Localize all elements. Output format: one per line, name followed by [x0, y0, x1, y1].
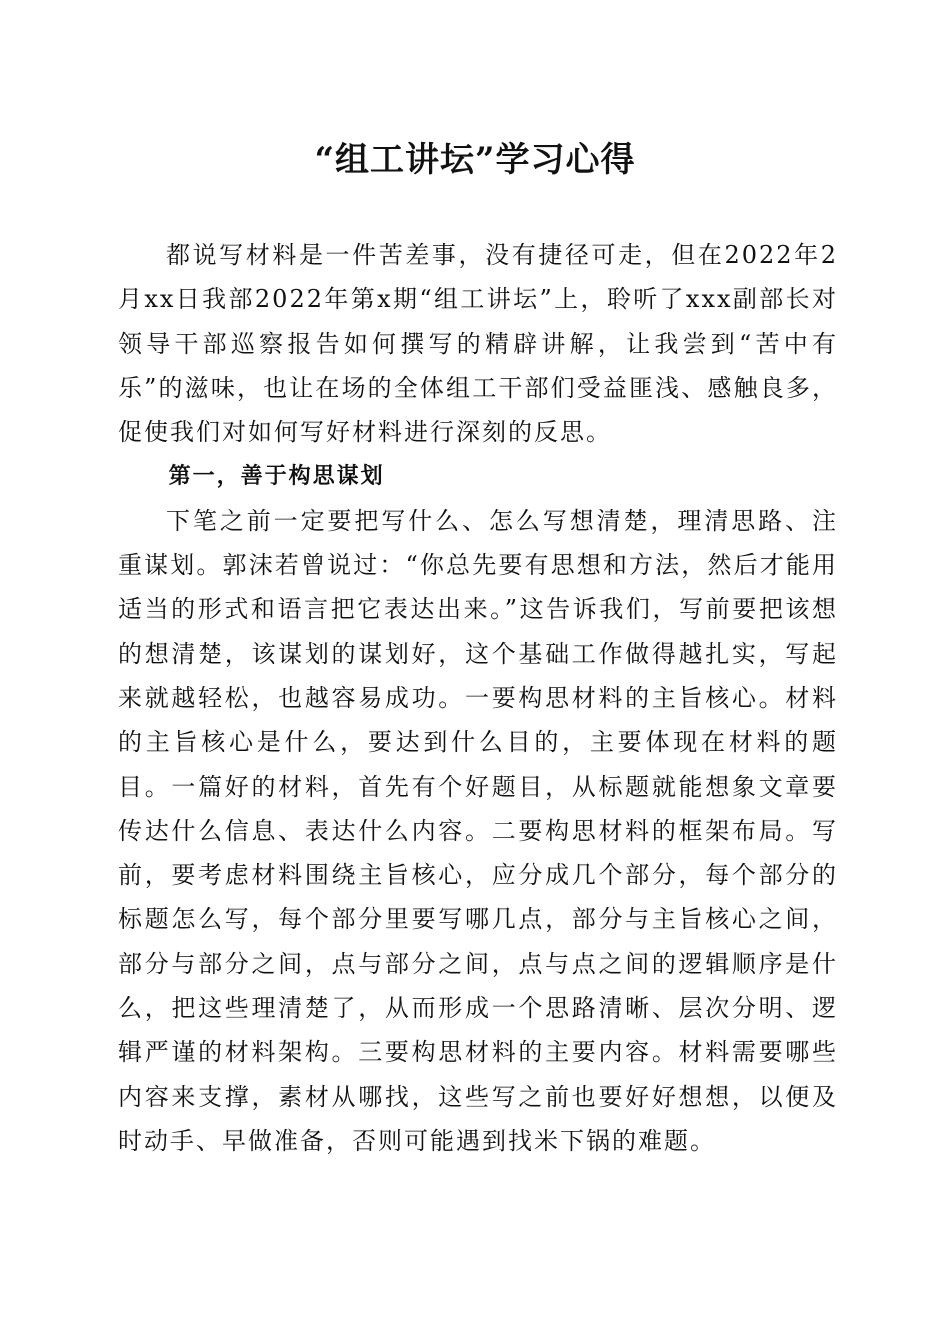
intro-paragraph: 都说写材料是一件苦差事，没有捷径可走，但在2022年2月xx日我部2022年第x期“组工讲坛”上，聆听了xxx副部长对领导干部巡察报告如何撰写的精辟讲解，让我尝到“苦中有乐”的滋味，也让在场的全体组工干部们受益匪浅、感触良多，促使我们对如何写好材料进行深刻的反思。 [118, 241, 838, 447]
section-heading: 第一，善于构思谋划 [168, 463, 385, 490]
section-paragraph: 下笔之前一定要把写什么、怎么写想清楚，理清思路、注重谋划。郭沫若曾说过：“你总先要有思想和方法，然后才能用适当的形式和语言把它表达出来。”这告诉我们，写前要把该想的想清楚，该谋划的谋划好，这个基础工作做得越扎实，写起来就越轻松，也越容易成功。一要构思材料的主旨核心。材料的主旨核心是什么，要达到什么目的，主要体现在材料的题目。一篇好的材料，首先有个好题目，从标题就能想象文章要传达什么信息、表达什么内容。二要构思材料的框架布局。写前，要考虑材料围绕主旨核心，应分成几个部分，每个部分的标题怎么写，每个部分里要写哪几点，部分与主旨核心之间，部分与部分之间，点与部分之间，点与点之间的逻辑顺序是什么，把这些理清楚了，从而形成一个思路清晰、层次分明、逻辑严谨的材料架构。三要构思材料的主要内容。材料需要哪些内容来支撑，素材从哪找，这些写之前也要好好想想，以便及时动手、早做准备，否则可能遇到找米下锅的难题。 [118, 506, 838, 1155]
document-body [118, 233, 838, 1163]
document-title: “组工讲坛”学习心得 [314, 140, 636, 180]
